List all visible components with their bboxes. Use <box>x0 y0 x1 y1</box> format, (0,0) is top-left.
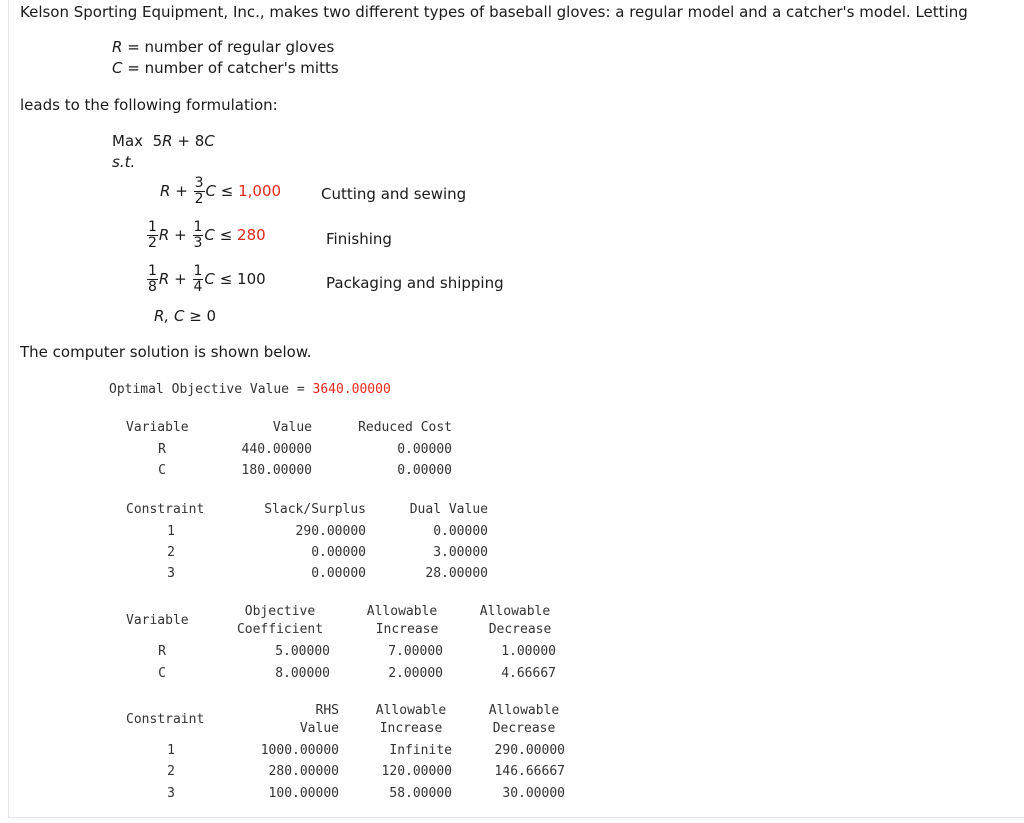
intro-text: Kelson Sporting Equipment, Inc., makes two different types of baseball gloves: a regular model and a catcher's model. Letting <box>20 3 968 21</box>
definition-c-var: C <box>112 59 123 77</box>
obj-range-r-name: R <box>158 644 166 659</box>
rhs-range-3-rhs: 100.00000 <box>268 786 339 801</box>
constraint-3-rhs: 100 <box>237 270 266 288</box>
constraint-1-c-var: C <box>205 182 216 200</box>
nonnegativity <box>154 307 216 325</box>
obj-range-header-allowable-inc: Allowable <box>366 604 438 619</box>
constraint-2-c-coef: $\frac{1}{3}$ <box>193 219 203 251</box>
rhs-range-header-decrease: Decrease <box>492 721 556 736</box>
constraint-2-plus: + <box>174 226 187 244</box>
obj-range-header-coefficient: Coefficient <box>236 622 324 637</box>
rhs-range-1-inc: Infinite <box>389 743 452 758</box>
con-row-2-slack: 0.00000 <box>311 545 366 560</box>
rhs-range-2-rhs: 280.00000 <box>268 764 339 779</box>
rhs-range-3-name: 3 <box>167 786 175 801</box>
content-frame <box>8 0 1024 818</box>
var-row-c-value: 180.00000 <box>241 463 312 478</box>
constraint-1-label: Cutting and sewing <box>321 185 467 203</box>
objective-coef-a: 5 <box>152 132 163 150</box>
obj-range-r-coef: 5.00000 <box>275 644 330 659</box>
con-table-header-constraint: Constraint <box>126 502 205 517</box>
constraint-3-r-var: R <box>158 270 170 288</box>
obj-range-c-name: C <box>158 666 166 681</box>
constraint-1 <box>160 176 281 207</box>
nonneg-vars: R, C <box>154 307 185 325</box>
constraint-3-plus: + <box>174 270 187 288</box>
objective-function <box>112 132 215 150</box>
constraint-3-label: Packaging and shipping <box>326 274 504 292</box>
objective-var-b: C <box>204 132 215 150</box>
optimal-objective <box>109 382 391 397</box>
var-table-header-variable: Variable <box>126 420 189 435</box>
constraint-3-c-var: C <box>204 270 215 288</box>
constraint-1-c-coef: $\frac{3}{2}$ <box>194 175 204 207</box>
con-row-3-name: 3 <box>167 566 175 581</box>
con-row-2-dual: 3.00000 <box>433 545 488 560</box>
var-row-r-value: 440.00000 <box>241 442 312 457</box>
obj-range-header-objective: Objective <box>244 604 316 619</box>
rhs-range-2-name: 2 <box>167 764 175 779</box>
rhs-range-3-dec: 30.00000 <box>502 786 565 801</box>
var-table-header-value: Value <box>272 420 312 435</box>
rhs-range-header-allowable-dec: Allowable <box>488 703 560 718</box>
obj-range-r-inc: 7.00000 <box>388 644 443 659</box>
rhs-range-header-constraint: Constraint <box>126 712 205 727</box>
optimal-value: 3640.00000 <box>312 382 391 397</box>
var-row-c-reduced: 0.00000 <box>397 463 452 478</box>
obj-range-header-variable: Variable <box>126 613 189 628</box>
constraint-2-r-var: R <box>158 226 170 244</box>
obj-range-c-inc: 2.00000 <box>388 666 443 681</box>
definition-r-text: = number of regular gloves <box>122 38 335 56</box>
definition-r-var: R <box>112 38 123 56</box>
nonneg-rel: ≥ 0 <box>189 307 217 325</box>
objective-plus: + <box>177 132 190 150</box>
con-row-3-dual: 28.00000 <box>425 566 488 581</box>
var-table-header-reduced: Reduced Cost <box>358 420 452 435</box>
definition-c-text: = number of catcher's mitts <box>122 59 339 77</box>
constraint-2-rhs: 280 <box>237 226 266 244</box>
constraint-2-r-coef: $\frac{1}{2}$ <box>148 219 157 251</box>
rhs-range-header-value: Value <box>299 721 339 736</box>
constraint-3-c-coef: $\frac{1}{4}$ <box>193 263 203 295</box>
con-row-3-slack: 0.00000 <box>311 566 366 581</box>
constraint-1-r-var: R <box>160 182 171 200</box>
objective-max: Max <box>112 132 144 150</box>
constraint-3-rel: ≤ <box>219 270 233 288</box>
con-table-header-dual: Dual Value <box>409 502 488 517</box>
obj-range-header-decrease: Decrease <box>488 622 552 637</box>
rhs-range-1-rhs: 1000.00000 <box>260 743 339 758</box>
leads-text: leads to the following formulation: <box>20 96 278 114</box>
rhs-range-1-dec: 290.00000 <box>494 743 565 758</box>
con-row-1-slack: 290.00000 <box>295 524 366 539</box>
rhs-range-header-allowable-inc: Allowable <box>375 703 447 718</box>
rhs-range-header-increase: Increase <box>379 721 443 736</box>
constraint-3-r-coef: $\frac{1}{8}$ <box>148 263 157 295</box>
constraint-2-label: Finishing <box>326 230 392 248</box>
con-row-1-dual: 0.00000 <box>433 524 488 539</box>
definition-r <box>112 38 334 56</box>
definition-c <box>112 59 339 77</box>
rhs-range-3-inc: 58.00000 <box>389 786 452 801</box>
var-row-c-name: C <box>158 463 166 478</box>
solution-intro: The computer solution is shown below. <box>20 343 312 361</box>
constraint-1-rhs: 1,000 <box>238 182 282 200</box>
var-row-r-reduced: 0.00000 <box>397 442 452 457</box>
rhs-range-2-dec: 146.66667 <box>494 764 565 779</box>
constraint-1-plus: + <box>175 182 188 200</box>
obj-range-header-increase: Increase <box>375 622 439 637</box>
constraint-2 <box>146 220 266 251</box>
rhs-range-1-name: 1 <box>167 743 175 758</box>
obj-range-c-dec: 4.66667 <box>501 666 556 681</box>
constraint-2-rel: ≤ <box>219 226 233 244</box>
obj-range-header-allowable-dec: Allowable <box>479 604 551 619</box>
con-table-header-slack: Slack/Surplus <box>264 502 366 517</box>
constraint-3 <box>146 264 266 295</box>
obj-range-r-dec: 1.00000 <box>501 644 556 659</box>
rhs-range-2-inc: 120.00000 <box>381 764 452 779</box>
constraint-2-c-var: C <box>204 226 215 244</box>
objective-coef-b: 8 <box>194 132 205 150</box>
rhs-range-header-rhs: RHS <box>315 703 339 718</box>
subject-to: s.t. <box>112 153 136 171</box>
con-row-2-name: 2 <box>167 545 175 560</box>
optimal-label: Optimal Objective Value = <box>109 382 305 397</box>
con-row-1-name: 1 <box>167 524 175 539</box>
var-row-r-name: R <box>158 442 166 457</box>
obj-range-c-coef: 8.00000 <box>275 666 330 681</box>
constraint-1-rel: ≤ <box>220 182 234 200</box>
objective-var-a: R <box>162 132 173 150</box>
